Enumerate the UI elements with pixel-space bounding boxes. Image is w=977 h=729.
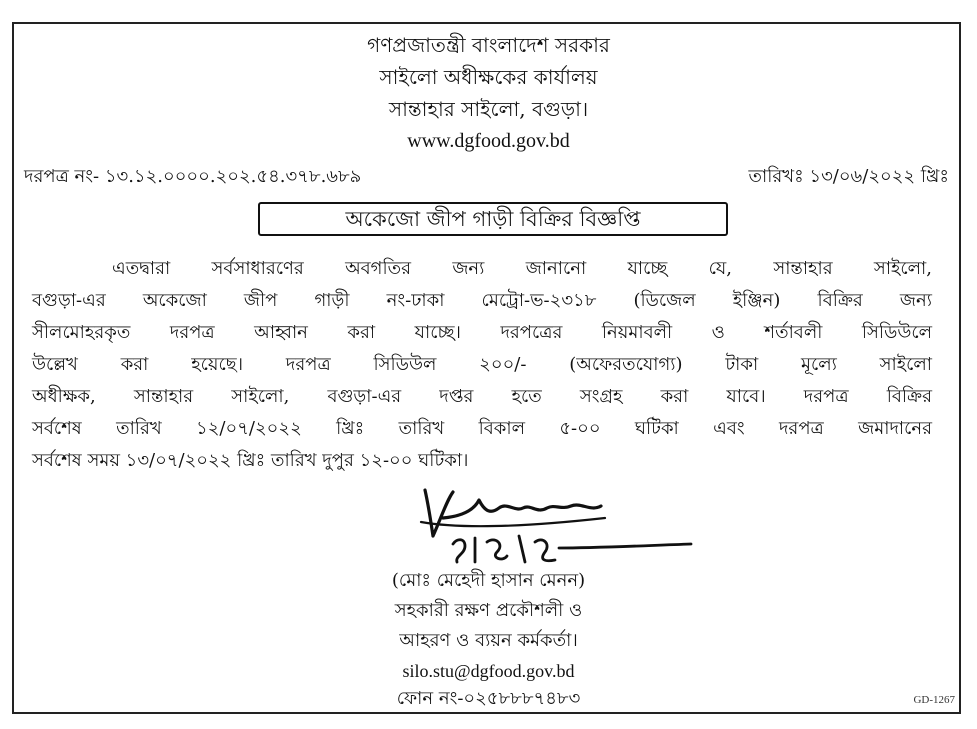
signatory-name: (মোঃ মেহেদী হাসান মেনন) [391,570,586,591]
memo-number: দরপত্র নং- ১৩.১২.০০০০.২০২.৫৪.৩৭৮.৬৮৯ [24,166,362,187]
handwritten-signature [395,478,695,568]
government-name: গণপ্রজাতন্ত্রী বাংলাদেশ সরকার [367,33,610,57]
signatory-phone: ফোন নং-০২৫৮৮৮৭৪৮৩ [396,688,581,709]
signatory-email: silo.stu@dgfood.gov.bd [402,661,575,681]
body-line-7: সর্বশেষ সময় ১৩/০৭/২০২২ খ্রিঃ তারিখ দুপুর ১২-০০ ঘটিকা। [32,450,469,471]
body-line-6: সর্বশেষ তারিখ ১২/০৭/২০২২ খ্রিঃ তারিখ বিকাল ৫-০০ ঘটিকা এবং দরপত্র জমাদানের [32,418,932,439]
memo-row [24,164,949,190]
body-line-1: এতদ্বারা সর্বসাধারণের অবগতির জন্য জানানো যাচ্ছে যে, সান্তাহার সাইলো, [112,258,932,279]
website: www.dgfood.gov.bd [407,130,570,152]
body-line-2: বগুড়া-এর অকেজো জীপ গাড়ী নং-ঢাকা মেট্রো-ভ-২৩১৮ (ডিজেল ইঞ্জিন) বিক্রির জন্য [32,290,932,311]
signatory-designation-2: আহরণ ও ব্যয়ন কর্মকর্তা। [399,630,578,651]
notice-title: অকেজো জীপ গাড়ী বিক্রির বিজ্ঞপ্তি [258,202,728,236]
gd-code: GD-1267 [913,694,955,706]
body-line-3: সীলমোহরকৃত দরপত্র আহ্বান করা যাচ্ছে। দরপত্রের নিয়মাবলী ও শর্তাবলী সিডিউলে [32,322,932,343]
office-name: সাইলো অধীক্ষকের কার্যালয় [379,65,598,89]
office-location: সান্তাহার সাইলো, বগুড়া। [388,97,589,121]
body-line-5: অধীক্ষক, সান্তাহার সাইলো, বগুড়া-এর দপ্তর হতে সংগ্রহ করা যাবে। দরপত্র বিক্রির [32,386,932,407]
body-line-4: উল্লেখ করা হয়েছে। দরপত্র সিডিউল ২০০/- (অফেরতযোগ্য) টাকা মূল্যে সাইলো [32,354,932,375]
memo-date: তারিখঃ ১৩/০৬/২০২২ খ্রিঃ [748,166,949,187]
signatory-designation-1: সহকারী রক্ষণ প্রকৌশলী ও [394,600,583,621]
